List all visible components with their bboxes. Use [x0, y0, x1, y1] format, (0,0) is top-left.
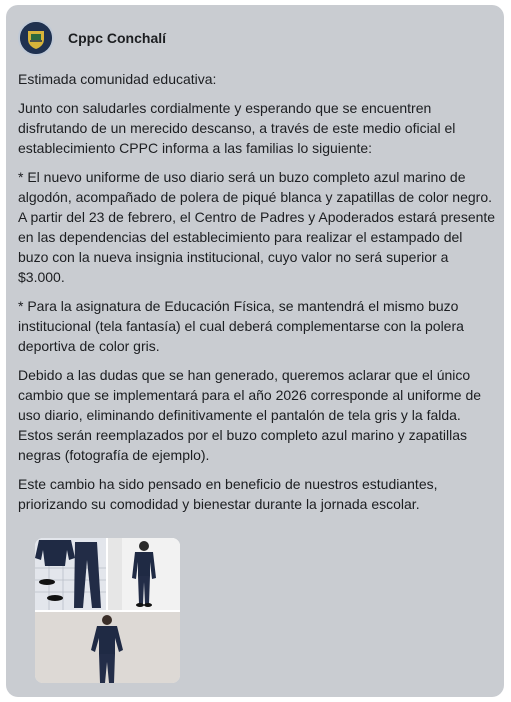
- page-name-link[interactable]: Cppc Conchalí: [68, 30, 167, 46]
- post-text: [18, 69, 496, 523]
- post-card: [6, 5, 504, 697]
- post-paragraph: Estimada comunidad educativa:: [18, 71, 217, 87]
- school-logo-avatar[interactable]: [18, 20, 54, 56]
- school-crest-icon: [20, 22, 52, 54]
- post-paragraph: Debido a las dudas que se han generado, queremos aclarar que el único cambio que se implementará para el año 2026 corresponde al uniforme de uso diario, eliminando definitivamente el pantalón de tela gris y la falda. Estos serán reemplazados por el buzo completo azul marino y zapatillas negras (fotografía de ejemplo).: [18, 367, 482, 463]
- tracksuit-model-photo[interactable]: [108, 538, 180, 610]
- post-paragraph: Junto con saludarles cordialmente y esperando que se encuentren disfrutando de un merecido descanso, a través de este medio oficial el establecimiento CPPC informa a las familias lo siguiente:: [18, 100, 456, 156]
- post-paragraph: * El nuevo uniforme de uso diario será un buzo completo azul marino de algodón, acompañado de polera de piqué blanca y zapatillas de color negro. A partir del 23 de febrero, el Centro de Padres y Apoderados estará presente en las dependencias del establecimiento para realizar el estampado del buzo con la nueva insignia institucional, cuyo valor no será superior a $3.000.: [18, 169, 496, 285]
- post-header: [18, 20, 166, 56]
- tracksuit-full-body-photo[interactable]: [35, 612, 180, 683]
- tracksuit-flatlay-photo[interactable]: [35, 538, 106, 610]
- photo-grid: [35, 538, 180, 683]
- post-paragraph: Este cambio ha sido pensado en beneficio de nuestros estudiantes, priorizando su comodidad y bienestar durante la jornada escolar.: [18, 476, 438, 512]
- post-paragraph: * Para la asignatura de Educación Física, se mantendrá el mismo buzo institucional (tela fantasía) el cual deberá complementarse con la polera deportiva de color gris.: [18, 298, 464, 354]
